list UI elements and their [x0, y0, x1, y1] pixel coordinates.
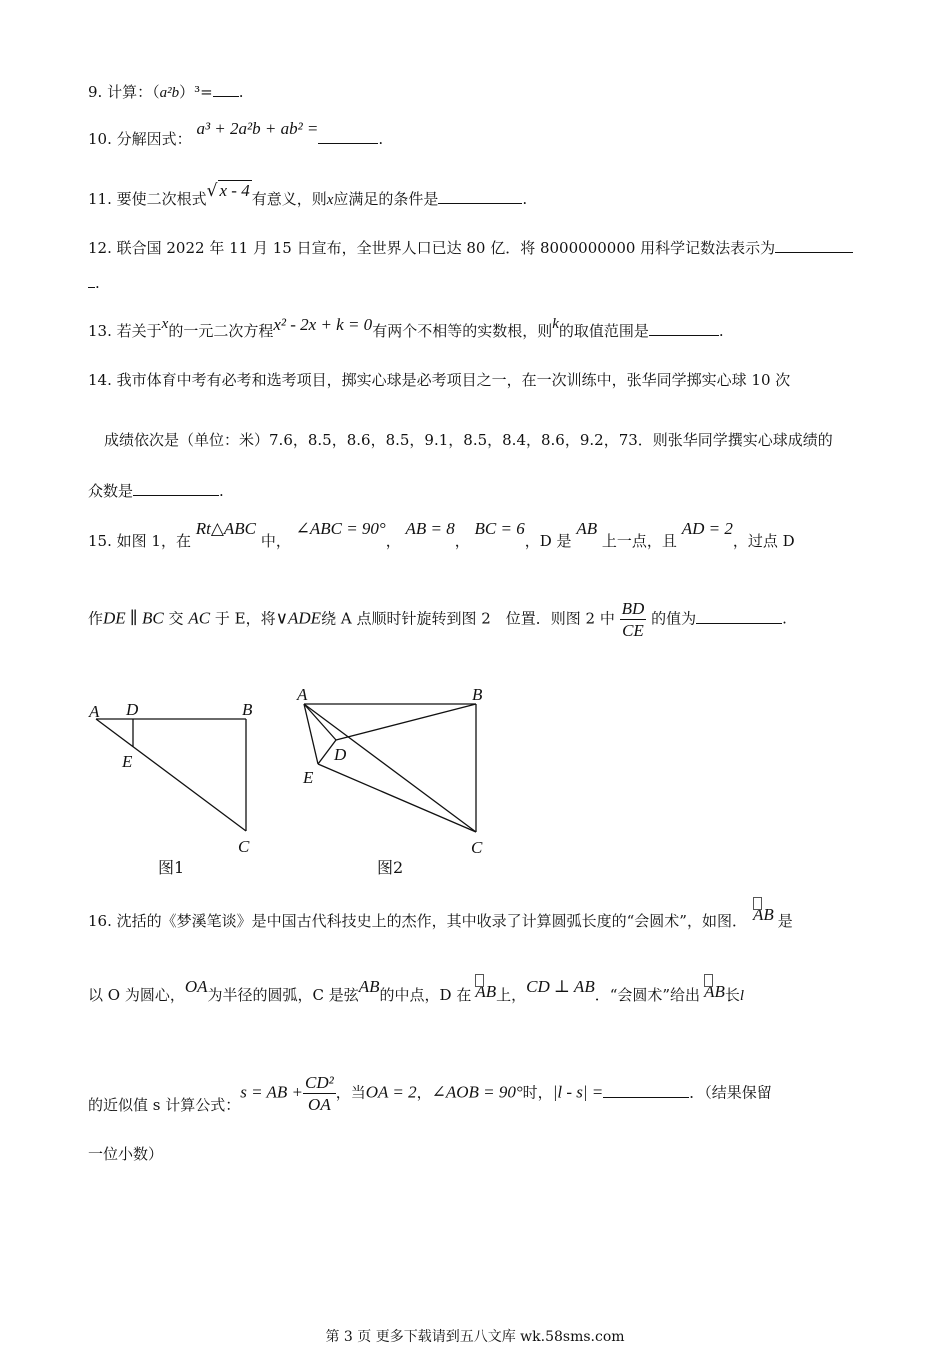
- q10-expr: a³ + 2a²b + ab² =: [196, 119, 319, 138]
- fig2-seg-AC: [304, 704, 476, 832]
- fig2-seg-BD: [336, 704, 476, 740]
- fig1-caption: 图1: [158, 858, 185, 877]
- fig1-label-D: D: [126, 700, 139, 719]
- fig1-label-C: C: [238, 837, 250, 856]
- question-16-line2: 以 O 为圆心，OA为半径的圆弧，C 是弦AB的中点，D 在 AB上，CD ⊥ AB．“会圆术”给出 AB长l: [88, 977, 745, 1004]
- fig2-label-D: D: [334, 745, 347, 764]
- fig1-seg-AC: [96, 719, 246, 831]
- arc-ab: AB: [752, 905, 774, 924]
- q9-text: 计算：（: [107, 83, 160, 101]
- fig2-seg-CE: [318, 764, 476, 832]
- question-12-line2: .: [88, 275, 100, 291]
- figure-1: [80, 695, 280, 885]
- fig2-caption: 图2: [377, 858, 404, 877]
- answer-blank-cont: [88, 275, 95, 288]
- fraction-bd-ce: $\frac{BD}{CE}$: [621, 599, 645, 640]
- fig2-label-A: A: [297, 685, 308, 704]
- question-14-line2: 成绩依次是（单位：米）7.6，8.5，8.6，8.5，9.1，8.5，8.4，8.6，9.2，73．则张华同学撰实心球成绩的: [104, 431, 833, 449]
- answer-blank: [603, 1085, 689, 1098]
- question-11: 11. 要使二次根式√ x - 4 有意义，则x应满足的条件是 .: [88, 181, 528, 208]
- question-14-line3: 众数是 .: [88, 482, 224, 500]
- answer-blank: [318, 131, 378, 144]
- fig1-label-B: B: [242, 700, 253, 719]
- fig2-label-B: B: [472, 685, 483, 704]
- q12-line1: 12. 联合国 2022 年 11 月 15 日宣布，全世界人口已达 80 亿．将 8000000000 用科学记数法表示为: [88, 239, 776, 257]
- fig1-label-E: E: [122, 752, 133, 771]
- figure-2: [290, 680, 510, 885]
- question-12: [88, 240, 853, 256]
- arc-ab-2: AB: [475, 982, 497, 1001]
- arc-ab-3: AB: [704, 982, 725, 1001]
- q11-text-c: 应满足的条件是: [333, 190, 439, 208]
- fraction-cd2-oa: $\frac{\text{CD²}}{OA}$: [305, 1073, 334, 1114]
- answer-blank: [438, 191, 522, 204]
- answer-blank: [649, 323, 719, 336]
- fig1-label-A: A: [89, 702, 100, 721]
- question-16: 16. 沈括的《梦溪笔谈》是中国古代科技史上的杰作，其中收录了计算圆弧长度的“会圆术”，如图． AB 是: [88, 905, 793, 930]
- question-16-line3: 的近似值 s 计算公式：s = AB + $\frac{\text{CD²}}{OA}$ ，当OA = 2，∠AOB = 90°时，|l - s| = ．（结果保留: [88, 1073, 772, 1114]
- q13-equation: x² - 2x + k = 0: [273, 315, 373, 334]
- question-14: 14. 我市体育中考有必考和选考项目，掷实心球是必考项目之一，在一次训练中，张华同学掷实心球 10 次: [88, 371, 791, 389]
- fig2-label-E: E: [303, 768, 314, 787]
- q11-text-b: 有意义，则: [251, 190, 327, 208]
- answer-blank: [133, 483, 219, 496]
- q10-text: 分解因式：: [116, 130, 192, 148]
- question-15: 15. 如图 1，在 Rt△ABC 中， ∠ABC = 90°， AB = 8， BC = 6，D 是 AB 上一点，且 AD = 2，过点 D: [88, 519, 795, 550]
- q11-text-a: 要使二次根式: [116, 190, 207, 208]
- question-13: 13. 若关于x的一元二次方程x² - 2x + k = 0有两个不相等的实数根，则k的取值范围是 .: [88, 315, 724, 340]
- fig2-label-C: C: [471, 838, 483, 857]
- question-9: 9. 计算：（a²b）³= .: [88, 83, 244, 101]
- sqrt-radical: √ x - 4: [206, 181, 250, 201]
- answer-blank: [213, 84, 239, 97]
- answer-blank: [696, 611, 782, 624]
- answer-blank: [775, 240, 853, 253]
- q9-expr: a²b: [159, 85, 180, 101]
- q9-num: 9.: [88, 83, 103, 101]
- page-footer: 第 3 页 更多下载请到五八文库 wk.58sms.com: [325, 1329, 625, 1345]
- q10-num: 10.: [88, 130, 112, 148]
- question-15-line2: 作DE ∥ BC 交 AC 于 E，将∨ADE绕 A 点顺时针旋转到图 2 位置．则图 2 中 $\frac{BD}{CE}$ 的值为 .: [88, 599, 787, 640]
- question-16-line4: 一位小数）: [88, 1145, 164, 1163]
- q11-num: 11.: [88, 190, 112, 208]
- question-10: 10. 分解因式： a³ + 2a²b + ab² =.: [88, 119, 384, 148]
- q9-close: ）³=: [179, 83, 213, 101]
